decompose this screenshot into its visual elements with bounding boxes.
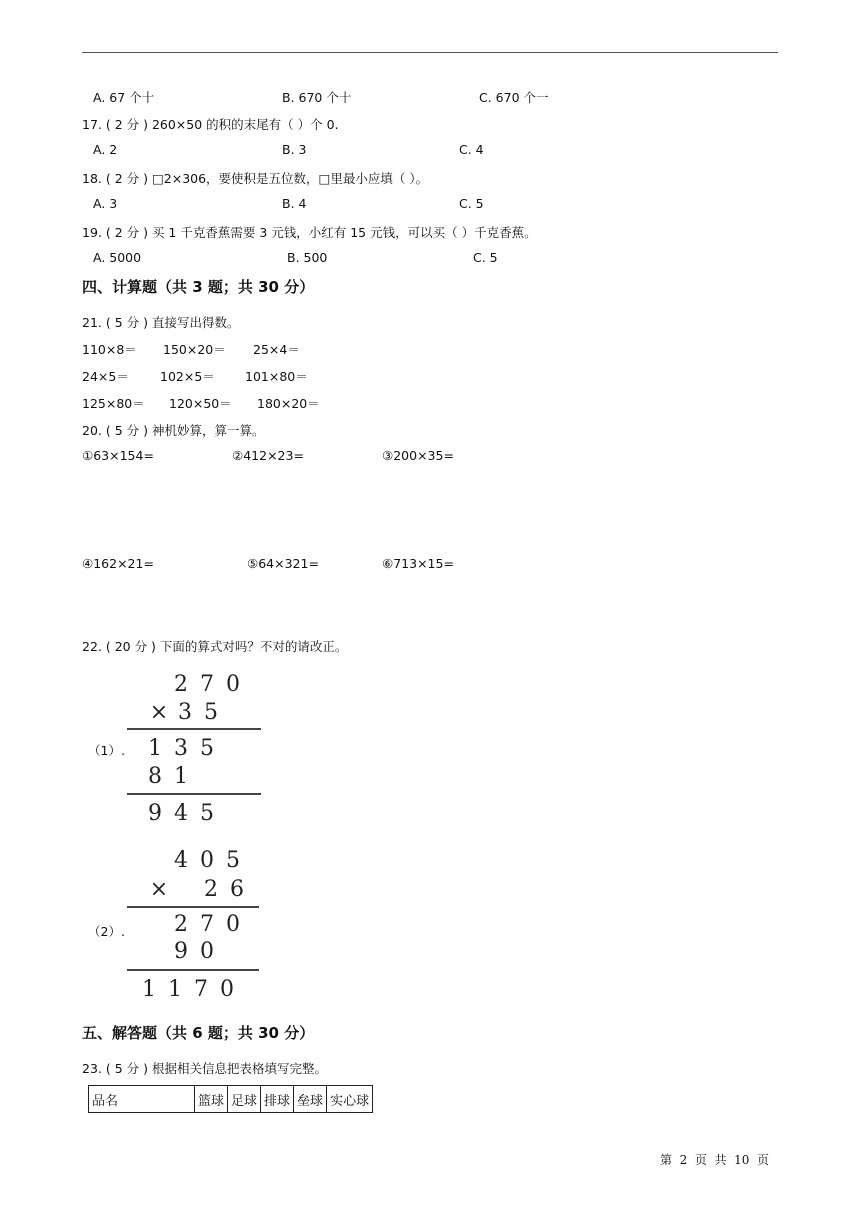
q20-item: ④162×21= (82, 556, 154, 571)
q22-part2-partial-1: 2 7 0 (174, 912, 240, 937)
q22-part2-rule-bottom (127, 969, 259, 971)
q22-part1-label: （1）. (88, 743, 125, 758)
q20-item: ②412×23= (232, 448, 304, 463)
q21-item: 101×80＝ (245, 369, 308, 384)
q22-part1-rule-bottom (127, 793, 261, 795)
q20-item: ⑤64×321= (247, 556, 319, 571)
q18-option-c: C. 5 (459, 196, 484, 211)
q20-item: ③200×35= (382, 448, 454, 463)
q19-option-b: B. 500 (287, 250, 328, 265)
q22-part2-multiplier: × 2 6 (149, 877, 244, 902)
table-cell: 排球 (261, 1086, 294, 1113)
q21-item: 110×8＝ (82, 342, 137, 357)
q19-option-c: C. 5 (473, 250, 498, 265)
q22-part1-partial-1: 1 3 5 (148, 736, 214, 761)
q17-option-c: C. 4 (459, 142, 484, 157)
q16-option-c: C. 670 个一 (479, 90, 549, 105)
table-cell: 实心球 (327, 1086, 373, 1113)
q18-option-b: B. 4 (282, 196, 307, 211)
table-cell: 垒球 (294, 1086, 327, 1113)
q22-part1-partial-2: 8 1 (148, 764, 188, 789)
q21-item: 24×5＝ (82, 369, 129, 384)
q16-option-b: B. 670 个十 (282, 90, 352, 105)
q17-stem: 17. ( 2 分 ) 260×50 的积的末尾有（ ）个 0. (82, 117, 339, 132)
q18-option-a: A. 3 (93, 196, 118, 211)
q22-part1-multiplicand: 2 7 0 (174, 672, 240, 697)
q16-option-a: A. 67 个十 (93, 90, 155, 105)
q17-option-a: A. 2 (93, 142, 118, 157)
q21-stem: 21. ( 5 分 ) 直接写出得数。 (82, 315, 240, 330)
section-4-heading: 四、计算题（共 3 题；共 30 分） (82, 278, 315, 296)
q22-part1-rule-top (127, 728, 261, 730)
q23-table (88, 1085, 373, 1113)
q22-part2-product: 1 1 7 0 (142, 977, 234, 1002)
header-rule (82, 52, 778, 53)
section-5-heading: 五、解答题（共 6 题；共 30 分） (82, 1024, 315, 1042)
q20-item: ⑥713×15= (382, 556, 454, 571)
q22-part2-multiplicand: 4 0 5 (174, 848, 240, 873)
table-cell: 足球 (228, 1086, 261, 1113)
table-cell: 篮球 (195, 1086, 228, 1113)
q19-stem: 19. ( 2 分 ) 买 1 千克香蕉需要 3 元钱，小红有 15 元钱，可以买（ ）千克香蕉。 (82, 225, 537, 240)
q18-stem: 18. ( 2 分 ) □2×306，要使积是五位数，□里最小应填（ ）。 (82, 171, 429, 186)
q22-part1-product: 9 4 5 (148, 801, 214, 826)
q22-part2-rule-top (127, 906, 259, 908)
q20-stem: 20. ( 5 分 ) 神机妙算，算一算。 (82, 423, 265, 438)
q20-item: ①63×154= (82, 448, 154, 463)
page-footer: 第 2 页 共 10 页 (660, 1153, 770, 1167)
q17-option-b: B. 3 (282, 142, 307, 157)
q19-option-a: A. 5000 (93, 250, 142, 265)
q22-stem: 22. ( 20 分 ) 下面的算式对吗？不对的请改正。 (82, 639, 348, 654)
q21-item: 25×4＝ (253, 342, 300, 357)
table-row (89, 1086, 373, 1113)
table-cell-name: 品名 (89, 1086, 195, 1113)
q21-item: 125×80＝ (82, 396, 145, 411)
q22-part1-multiplier: × 3 5 (149, 700, 218, 725)
q21-item: 180×20＝ (257, 396, 320, 411)
q21-item: 102×5＝ (160, 369, 215, 384)
q21-item: 120×50＝ (169, 396, 232, 411)
q22-part2-label: （2）. (88, 924, 125, 939)
q22-part2-partial-2: 9 0 (174, 939, 214, 964)
q23-stem: 23. ( 5 分 ) 根据相关信息把表格填写完整。 (82, 1061, 327, 1076)
q21-item: 150×20＝ (163, 342, 226, 357)
